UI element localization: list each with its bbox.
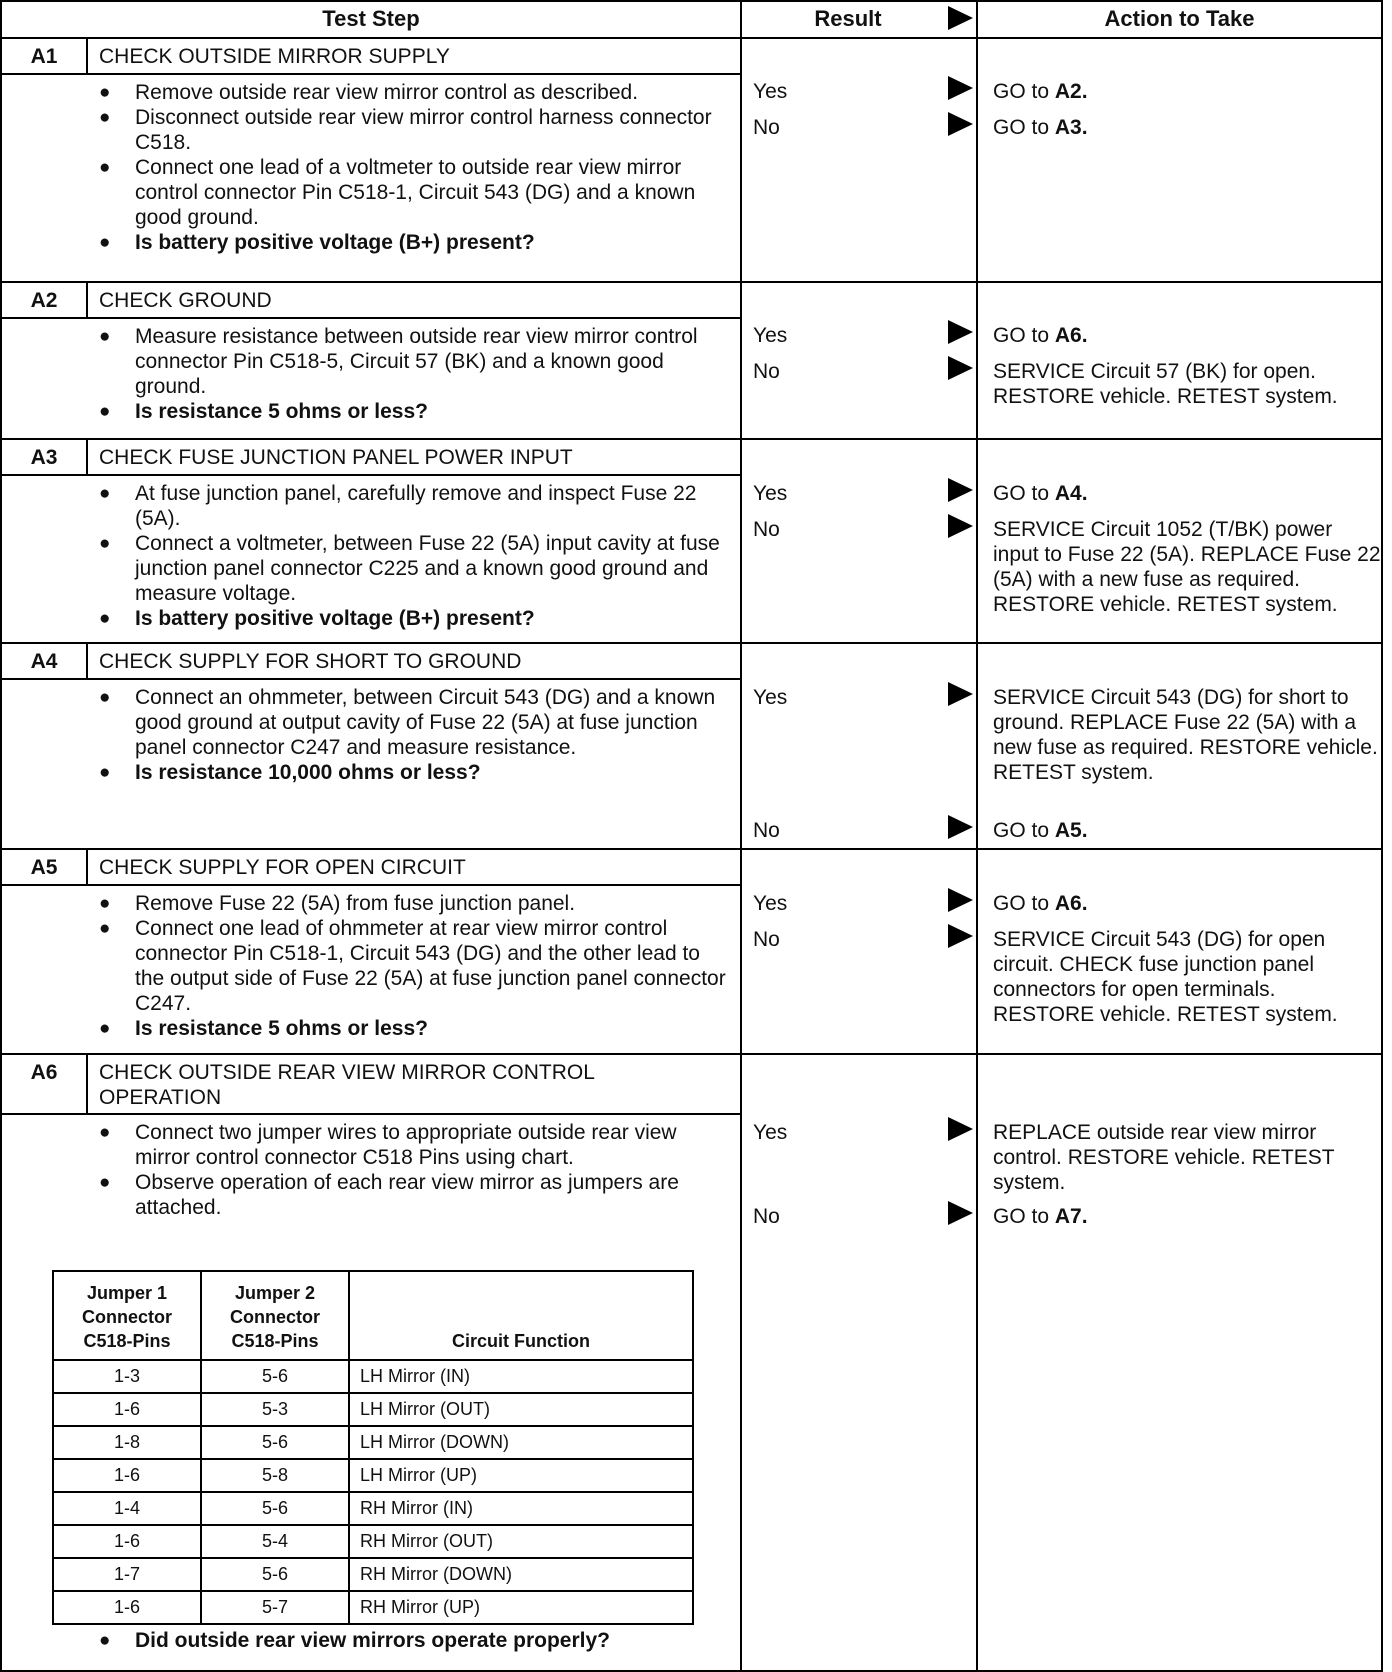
bullet-question: ● Is battery positive voltage (B+) present? — [90, 230, 730, 255]
bullet-item: ● Disconnect outside rear view mirror control harness connector C518. — [90, 105, 730, 155]
table-cell: 5-6 — [201, 1558, 349, 1591]
step-title-divider — [0, 884, 742, 886]
step-id-a5: A5 — [30, 856, 58, 879]
bullet-question: ● Did outside rear view mirrors operate properly? — [90, 1628, 730, 1653]
step-title-a5: CHECK SUPPLY FOR OPEN CIRCUIT — [99, 856, 466, 879]
result-no: No — [753, 928, 780, 951]
result-no: No — [753, 518, 780, 541]
step-divider — [0, 438, 1383, 440]
step-question-a6 — [90, 1628, 730, 1653]
result-yes: Yes — [753, 892, 788, 915]
action-target: A2. — [1054, 80, 1088, 103]
table-cell: 5-7 — [201, 1591, 349, 1624]
arrow-right-icon — [948, 112, 973, 136]
step-title-divider — [0, 317, 742, 319]
step-divider — [0, 642, 1383, 644]
bullet-item: ● Observe operation of each rear view mirror as jumpers are attached. — [90, 1170, 730, 1220]
step-id-divider — [86, 438, 88, 475]
action-text: SERVICE Circuit 543 (DG) for open circuit. CHECK fuse junction panel connectors for open terminals. RESTORE vehicle. RETEST system. — [993, 928, 1338, 1026]
action-label: GO to — [993, 1205, 1055, 1228]
left-border — [0, 0, 2, 1672]
step-id-a3: A3 — [30, 446, 58, 469]
bullet-item: ● Connect one lead of ohmmeter at rear view mirror control connector Pin C518-1, Circuit 543 (DG) and the other lead to the output side of Fuse 22 (5A) at fuse junction panel connector C247. — [90, 916, 730, 1016]
arrow-right-icon — [948, 76, 973, 100]
result-yes: Yes — [753, 482, 788, 505]
table-row — [53, 1492, 693, 1525]
bullet-item: ● Connect one lead of a voltmeter to outside rear view mirror control connector Pin C518-1, Circuit 543 (DG) and a known good ground. — [90, 155, 730, 230]
arrow-right-icon — [948, 924, 973, 948]
action-text: SERVICE Circuit 57 (BK) for open. RESTORE vehicle. RETEST system. — [993, 360, 1338, 408]
step-title-a6: CHECK OUTSIDE REAR VIEW MIRROR CONTROL OPERATION — [99, 1061, 595, 1109]
table-cell: LH Mirror (UP) — [349, 1459, 693, 1492]
bullet-item: ● At fuse junction panel, carefully remove and inspect Fuse 22 (5A). — [90, 481, 730, 531]
table-row — [53, 1591, 693, 1624]
arrow-right-icon — [948, 478, 973, 502]
table-cell: 1-6 — [53, 1393, 201, 1426]
result-no: No — [753, 819, 780, 842]
action-text — [993, 323, 1381, 348]
action-target: A6. — [1054, 892, 1088, 915]
arrow-right-icon — [948, 682, 973, 706]
table-cell: 1-4 — [53, 1492, 201, 1525]
result-no: No — [753, 116, 780, 139]
table-cell: RH Mirror (UP) — [349, 1591, 693, 1624]
action-target: A7. — [1054, 1205, 1088, 1228]
result-yes: Yes — [753, 324, 788, 347]
step-id-divider — [86, 1053, 88, 1114]
table-row — [53, 1459, 693, 1492]
result-yes: Yes — [753, 80, 788, 103]
step-title-divider — [0, 1113, 742, 1115]
action-text — [993, 115, 1381, 140]
column-header-jumper-2: Jumper 2 Connector C518-Pins — [201, 1271, 349, 1360]
action-text — [993, 481, 1381, 506]
arrow-right-icon — [948, 514, 973, 538]
step-bullets-a2 — [90, 324, 730, 424]
jumper-pin-table — [52, 1270, 694, 1625]
table-row — [53, 1426, 693, 1459]
result-no: No — [753, 360, 780, 383]
step-divider — [0, 1053, 1383, 1055]
action-text: SERVICE Circuit 543 (DG) for short to ground. REPLACE Fuse 22 (5A) with a new fuse as required. RESTORE vehicle. RETEST system. — [993, 686, 1378, 784]
step-bullets-a3 — [90, 481, 730, 631]
table-cell: 1-7 — [53, 1558, 201, 1591]
step-title-divider — [0, 474, 742, 476]
arrow-right-icon — [948, 1201, 973, 1225]
result-no: No — [753, 1205, 780, 1228]
bullet-question: ● Is resistance 5 ohms or less? — [90, 399, 730, 424]
bullet-item: ● Connect an ohmmeter, between Circuit 543 (DG) and a known good ground at output cavity of Fuse 22 (5A) at fuse junction panel connector C247 and measure resistance. — [90, 685, 730, 760]
table-cell: 1-6 — [53, 1459, 201, 1492]
action-text — [993, 818, 1381, 843]
step-id-divider — [86, 37, 88, 74]
action-label: GO to — [993, 324, 1055, 347]
table-cell: LH Mirror (DOWN) — [349, 1426, 693, 1459]
step-bullets-a6 — [90, 1120, 730, 1220]
arrow-right-icon — [948, 1117, 973, 1141]
action-text: REPLACE outside rear view mirror control. RESTORE vehicle. RETEST system. — [993, 1121, 1335, 1194]
action-text — [993, 1204, 1381, 1229]
action-label: GO to — [993, 482, 1055, 505]
step-title-a3: CHECK FUSE JUNCTION PANEL POWER INPUT — [99, 446, 573, 469]
action-text — [993, 79, 1381, 104]
column-header-circuit-function: Circuit Function — [349, 1271, 693, 1360]
step-divider — [0, 848, 1383, 850]
action-target: A3. — [1054, 116, 1088, 139]
step-title-a1: CHECK OUTSIDE MIRROR SUPPLY — [99, 45, 450, 68]
bullet-item: ● Remove outside rear view mirror control as described. — [90, 80, 730, 105]
bullet-item: ● Connect a voltmeter, between Fuse 22 (5A) input cavity at fuse junction panel connector C225 and a known good ground and measure voltage. — [90, 531, 730, 606]
table-cell: 1-8 — [53, 1426, 201, 1459]
table-cell: 5-6 — [201, 1360, 349, 1393]
table-cell: 1-6 — [53, 1591, 201, 1624]
step-title-a4: CHECK SUPPLY FOR SHORT TO GROUND — [99, 650, 522, 673]
step-bullets-a1 — [90, 80, 730, 255]
step-id-a2: A2 — [30, 289, 58, 312]
step-title-divider — [0, 73, 742, 75]
arrow-right-icon — [948, 815, 973, 839]
action-label: GO to — [993, 80, 1055, 103]
column-header-jumper-1: Jumper 1 Connector C518-Pins — [53, 1271, 201, 1360]
step-id-a4: A4 — [30, 650, 58, 673]
result-yes: Yes — [753, 686, 788, 709]
bullet-item: ● Connect two jumper wires to appropriate outside rear view mirror control connector C518 Pins using chart. — [90, 1120, 730, 1170]
table-cell: RH Mirror (DOWN) — [349, 1558, 693, 1591]
table-cell: LH Mirror (OUT) — [349, 1393, 693, 1426]
arrow-right-icon — [948, 888, 973, 912]
action-label: GO to — [993, 116, 1055, 139]
step-id-a6: A6 — [30, 1061, 58, 1084]
step-bullets-a5 — [90, 891, 730, 1041]
step-id-divider — [86, 642, 88, 679]
action-text: SERVICE Circuit 1052 (T/BK) power input to Fuse 22 (5A). REPLACE Fuse 22 (5A) with a new fuse as required. RESTORE vehicle. RETEST system. — [993, 518, 1381, 616]
arrow-right-icon — [948, 320, 973, 344]
step-id-divider — [86, 281, 88, 318]
action-target: A4. — [1054, 482, 1088, 505]
action-label: GO to — [993, 819, 1055, 842]
right-border — [1381, 0, 1383, 1672]
table-cell: 5-8 — [201, 1459, 349, 1492]
arrow-right-icon — [948, 356, 973, 380]
step-title-a2: CHECK GROUND — [99, 289, 272, 312]
table-row — [53, 1525, 693, 1558]
table-cell: 5-6 — [201, 1492, 349, 1525]
header-divider — [0, 37, 1383, 39]
table-cell: RH Mirror (IN) — [349, 1492, 693, 1525]
bullet-question: ● Is battery positive voltage (B+) present? — [90, 606, 730, 631]
table-cell: 1-6 — [53, 1525, 201, 1558]
header-arrow-icon — [948, 6, 973, 30]
step-id-a1: A1 — [30, 45, 58, 68]
result-yes: Yes — [753, 1121, 788, 1144]
action-text — [993, 891, 1381, 916]
table-cell: 5-3 — [201, 1393, 349, 1426]
table-cell: 1-3 — [53, 1360, 201, 1393]
table-cell: 5-6 — [201, 1426, 349, 1459]
step-title-divider — [0, 678, 742, 680]
header-result: Result — [814, 6, 882, 31]
action-label: GO to — [993, 892, 1055, 915]
bullet-question: ● Is resistance 5 ohms or less? — [90, 1016, 730, 1041]
table-cell: LH Mirror (IN) — [349, 1360, 693, 1393]
bullet-item: ● Remove Fuse 22 (5A) from fuse junction panel. — [90, 891, 730, 916]
table-row — [53, 1393, 693, 1426]
column-divider-action — [976, 0, 978, 1672]
table-row — [53, 1558, 693, 1591]
bullet-question: ● Is resistance 10,000 ohms or less? — [90, 760, 730, 785]
header-action: Action to Take — [1104, 6, 1255, 31]
header-test-step: Test Step — [322, 6, 420, 31]
table-cell: 5-4 — [201, 1525, 349, 1558]
step-bullets-a4 — [90, 685, 730, 785]
bullet-item: ● Measure resistance between outside rear view mirror control connector Pin C518-5, Circuit 57 (BK) and a known good ground. — [90, 324, 730, 399]
table-header-row — [53, 1271, 693, 1360]
action-target: A6. — [1054, 324, 1088, 347]
table-cell: RH Mirror (OUT) — [349, 1525, 693, 1558]
step-id-divider — [86, 848, 88, 885]
table-row — [53, 1360, 693, 1393]
column-divider-result — [740, 0, 742, 1672]
action-target: A5. — [1054, 819, 1088, 842]
step-divider — [0, 281, 1383, 283]
